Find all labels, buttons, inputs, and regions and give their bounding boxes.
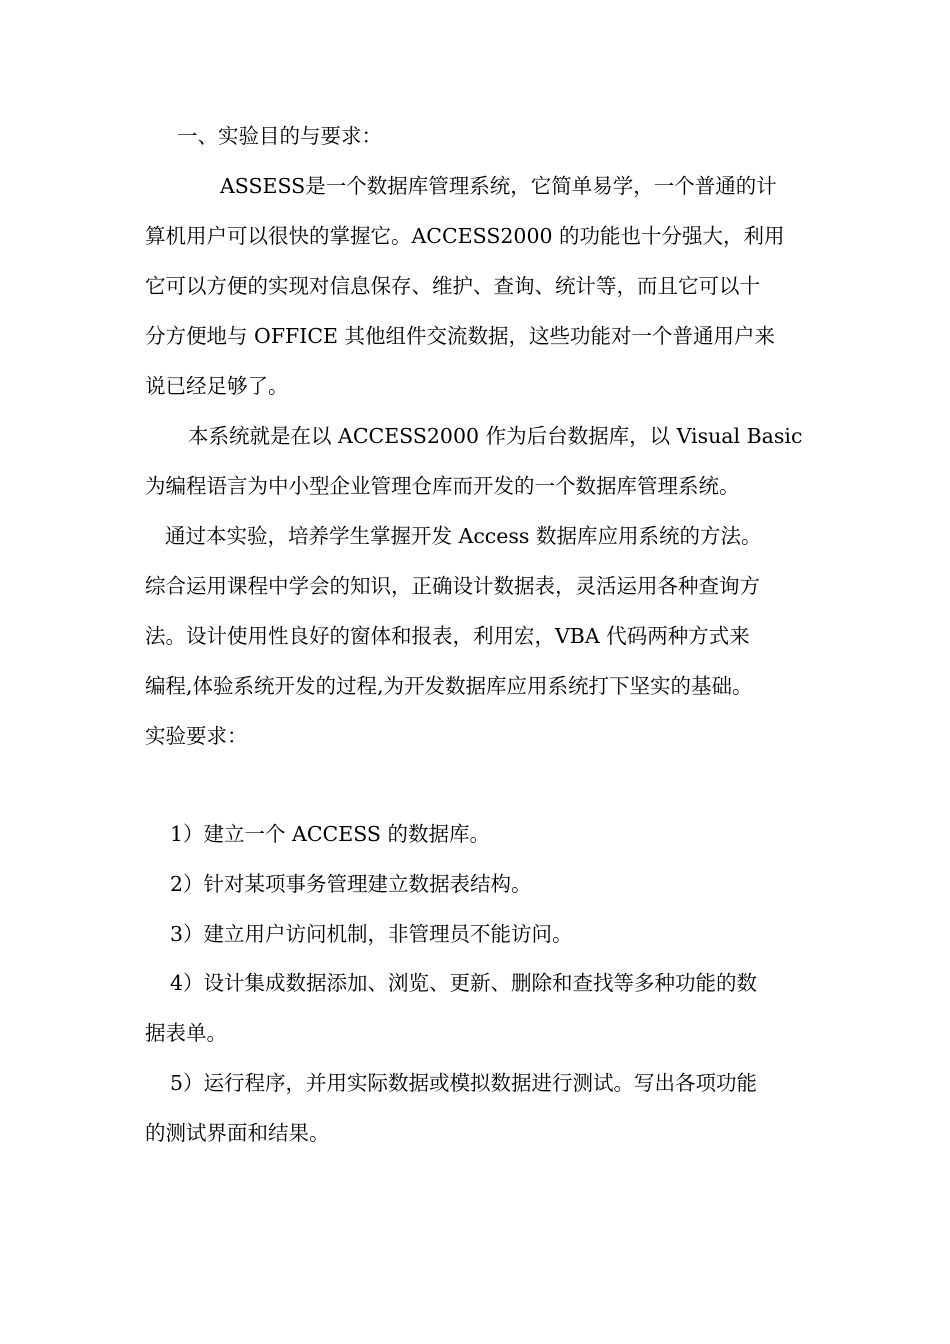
- intro-line-2: 算机用户可以很快的掌握它。ACCESS2000 的功能也十分强大，利用: [145, 224, 785, 248]
- purpose-line-4: 编程,体验系统开发的过程,为开发数据库应用系统打下坚实的基础。: [145, 674, 753, 698]
- purpose-line-5: 实验要求：: [145, 724, 248, 748]
- purpose-line-1: 通过本实验，培养学生掌握开发 Access 数据库应用系统的方法。: [165, 524, 762, 548]
- section-heading: 一、实验目的与要求：: [177, 124, 382, 148]
- requirement-3: 3）建立用户访问机制，非管理员不能访问。: [170, 922, 573, 946]
- requirement-4-line-2: 据表单。: [145, 1021, 227, 1045]
- requirement-5-line-1: 5）运行程序，并用实际数据或模拟数据进行测试。写出各项功能: [170, 1071, 758, 1095]
- requirement-4-line-1: 4）设计集成数据添加、浏览、更新、删除和查找等多种功能的数: [170, 971, 758, 995]
- requirement-1: 1）建立一个 ACCESS 的数据库。: [170, 822, 490, 846]
- intro-line-1: ASSESS是一个数据库管理系统，它简单易学，一个普通的计: [220, 174, 777, 198]
- purpose-line-3: 法。设计使用性良好的窗体和报表，利用宏，VBA 代码两种方式来: [145, 624, 750, 648]
- requirement-5-line-2: 的测试界面和结果。: [145, 1121, 330, 1145]
- system-line-2: 为编程语言为中小型企业管理仓库而开发的一个数据库管理系统。: [145, 474, 740, 498]
- intro-line-5: 说已经足够了。: [145, 374, 289, 398]
- requirement-2: 2）针对某项事务管理建立数据表结构。: [170, 872, 532, 896]
- system-line-1: 本系统就是在以 ACCESS2000 作为后台数据库，以 Visual Basic: [188, 424, 803, 448]
- intro-line-3: 它可以方便的实现对信息保存、维护、查询、统计等，而且它可以十: [145, 274, 760, 298]
- intro-line-4: 分方便地与 OFFICE 其他组件交流数据，这些功能对一个普通用户来: [145, 324, 776, 348]
- purpose-line-2: 综合运用课程中学会的知识，正确设计数据表，灵活运用各种查询方: [145, 574, 760, 598]
